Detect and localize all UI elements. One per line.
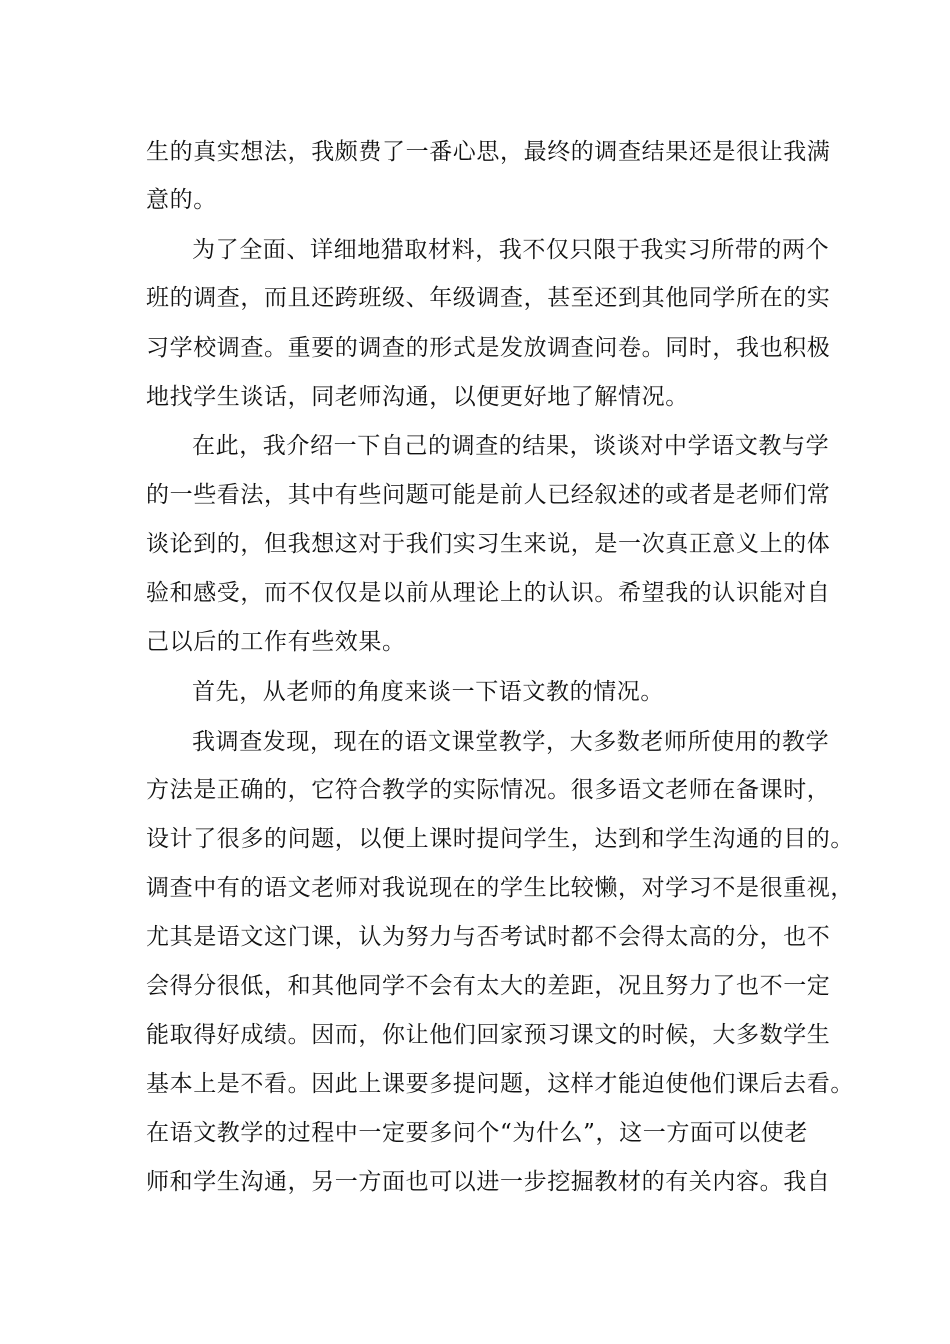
text-line: 方法是正确的，它符合教学的实际情况。很多语文老师在备课时， [146,777,831,803]
text-line: 谈论到的，但我想这对于我们实习生来说，是一次真正意义上的体 [146,531,831,557]
text-line: 习学校调查。重要的调查的形式是发放调查问卷。同时，我也积极 [146,335,831,361]
text-line: 地找学生谈话，同老师沟通，以便更好地了解情况。 [146,384,689,410]
text-line: 的一些看法，其中有些问题可能是前人已经叙述的或者是老师们常 [146,482,831,508]
text-line: 己以后的工作有些效果。 [146,629,406,655]
text-line: 基本上是不看。因此上课要多提问题，这样才能迫使他们课后去看。 [146,1071,854,1097]
text-line: 意的。 [146,187,217,213]
paragraph-start-line: 为了全面、详细地猎取材料，我不仅只限于我实习所带的两个 [192,237,830,263]
text-line: 班的调查，而且还跨班级、年级调查，甚至还到其他同学所在的实 [146,285,831,311]
text-line: 设计了很多的问题，以便上课时提问学生，达到和学生沟通的目的。 [146,826,854,852]
text-line: 生的真实想法，我颇费了一番心思，最终的调查结果还是很让我满 [146,139,831,165]
paragraph-start-line: 在此，我介绍一下自己的调查的结果，谈谈对中学语文教与学 [192,433,830,459]
text-line: 在语文教学的过程中一定要多问个“为什么”，这一方面可以使老 [146,1120,808,1146]
text-line: 尤其是语文这门课，认为努力与否考试时都不会得太高的分，也不 [146,924,831,950]
text-line: 师和学生沟通，另一方面也可以进一步挖掘教材的有关内容。我自 [146,1169,831,1195]
text-line: 会得分很低，和其他同学不会有太大的差距，况且努力了也不一定 [146,973,831,999]
text-line: 调查中有的语文老师对我说现在的学生比较懒，对学习不是很重视， [146,875,854,901]
text-line: 验和感受，而不仅仅是以前从理论上的认识。希望我的认识能对自 [146,580,831,606]
paragraph-start-line: 我调查发现，现在的语文课堂教学，大多数老师所使用的教学 [192,729,830,755]
text-line: 能取得好成绩。因而，你让他们回家预习课文的时候，大多数学生 [146,1022,831,1048]
paragraph-start-line: 首先，从老师的角度来谈一下语文教的情况。 [192,679,664,705]
